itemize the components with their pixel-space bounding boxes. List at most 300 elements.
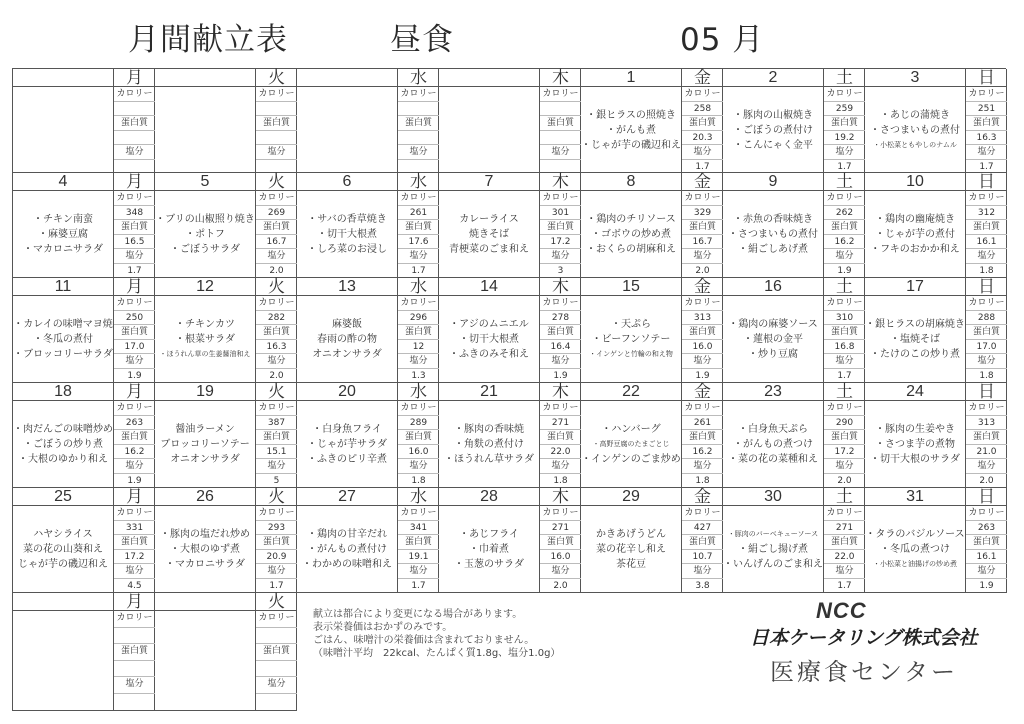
calorie-label: カロリー <box>398 191 439 206</box>
ncc-logo: NCC <box>816 598 867 623</box>
menu-items <box>13 506 113 593</box>
salt-value: 1.3 <box>411 370 426 381</box>
menu-item: ・いんげんのごま和え <box>723 559 823 570</box>
salt-value: 2.0 <box>553 580 568 591</box>
menu-item: ・白身魚フライ <box>312 424 382 435</box>
salt-label: 塩分 <box>114 249 155 264</box>
day-cell <box>155 278 297 383</box>
protein-value: 17.0 <box>114 340 155 355</box>
protein-value: 16.2 <box>824 235 865 250</box>
menu-items <box>723 506 823 593</box>
menu-item: ・ハンバーグ <box>601 424 661 435</box>
protein-value: 16.7 <box>256 235 297 250</box>
menu-items <box>439 191 539 278</box>
calorie-value: 259 <box>824 102 865 117</box>
protein-label: 蛋白質 <box>966 325 1007 340</box>
company-name: 日本ケータリング株式会社 <box>750 627 978 649</box>
nutrition <box>255 191 297 278</box>
protein-label: 蛋白質 <box>114 220 155 235</box>
nutrition <box>397 87 439 174</box>
menu-items <box>155 87 255 174</box>
calorie-value: 263 <box>114 416 155 431</box>
day-header <box>723 278 865 296</box>
menu-item: ・炒り豆腐 <box>748 349 798 360</box>
calorie-label: カロリー <box>256 296 297 311</box>
weekday-label: 月 <box>113 383 155 400</box>
menu-item: ブロッコリーソテー <box>160 439 250 450</box>
day-header <box>155 278 297 296</box>
menu-items <box>439 506 539 593</box>
weekday-label: 火 <box>255 488 297 505</box>
calorie-label: カロリー <box>540 506 581 521</box>
salt-label: 塩分 <box>682 564 723 579</box>
menu-items <box>723 296 823 383</box>
menu-items <box>865 401 965 488</box>
day-header <box>439 173 581 191</box>
calorie-value: 271 <box>540 521 581 536</box>
protein-label: 蛋白質 <box>540 116 581 131</box>
menu-items <box>155 296 255 383</box>
calorie-label: カロリー <box>256 401 297 416</box>
day-number: 16 <box>764 278 782 295</box>
day-header <box>581 488 723 506</box>
calorie-value: 271 <box>540 416 581 431</box>
week-row <box>12 488 1006 593</box>
day-number: 21 <box>480 383 498 400</box>
protein-value: 19.1 <box>398 550 439 565</box>
day-cell <box>581 488 723 593</box>
menu-item: ・天ぷら <box>611 319 651 330</box>
protein-label: 蛋白質 <box>682 220 723 235</box>
nutrition <box>823 506 865 593</box>
menu-item: オニオンサラダ <box>170 454 240 465</box>
protein-value: 22.0 <box>540 445 581 460</box>
salt-label: 塩分 <box>682 145 723 160</box>
menu-item: ・ふきのピリ辛煮 <box>307 454 387 465</box>
menu-items <box>155 611 255 698</box>
protein-label: 蛋白質 <box>256 644 297 661</box>
calorie-label: カロリー <box>540 191 581 206</box>
menu-item: ・巾着煮 <box>469 544 509 555</box>
week-row <box>12 68 1006 173</box>
day-number: 28 <box>480 488 498 505</box>
nutrition <box>113 611 155 711</box>
salt-value: 1.7 <box>411 265 426 276</box>
menu-items <box>297 506 397 593</box>
day-header <box>723 69 865 87</box>
salt-label: 塩分 <box>256 145 297 160</box>
menu-item: ・じゃが芋サラダ <box>307 439 387 450</box>
protein-value: 20.9 <box>256 550 297 565</box>
calorie-label: カロリー <box>114 611 155 628</box>
calorie-value: 251 <box>966 102 1007 117</box>
weekday-label: 月 <box>113 593 155 610</box>
nutrition <box>113 506 155 593</box>
menu-item: ・ブロッコリーサラダ <box>13 349 113 360</box>
nutrition <box>681 296 723 383</box>
protein-label: 蛋白質 <box>540 325 581 340</box>
menu-item: ・豚肉の香味焼 <box>454 424 524 435</box>
salt-label: 塩分 <box>398 249 439 264</box>
weekday-label: 土 <box>823 383 865 400</box>
weekday-label: 金 <box>681 69 723 86</box>
calorie-label: カロリー <box>824 401 865 416</box>
nutrition <box>397 401 439 488</box>
weekday-label: 水 <box>397 69 439 86</box>
day-cell <box>13 278 155 383</box>
protein-label: 蛋白質 <box>540 430 581 445</box>
menu-item: ・蓮根の金平 <box>743 334 803 345</box>
salt-label: 塩分 <box>256 249 297 264</box>
calorie-value: 293 <box>256 521 297 536</box>
nutrition <box>965 87 1007 174</box>
salt-label: 塩分 <box>682 249 723 264</box>
weekday-label: 土 <box>823 278 865 295</box>
salt-value: 2.0 <box>269 265 284 276</box>
weekday-label: 金 <box>681 383 723 400</box>
nutrition <box>681 87 723 174</box>
day-header <box>439 488 581 506</box>
day-number: 1 <box>626 69 636 86</box>
menu-item: ハヤシライス <box>33 529 93 540</box>
nutrition <box>255 401 297 488</box>
day-header <box>13 593 155 611</box>
calorie-value <box>256 102 297 117</box>
menu-item: ・ポトフ <box>185 229 225 240</box>
menu-item: ・おくらの胡麻和え <box>586 244 676 255</box>
day-header <box>13 278 155 296</box>
page-title: 月間献立表 <box>128 22 288 58</box>
nutrition <box>539 401 581 488</box>
day-cell <box>155 383 297 488</box>
menu-item: ・がんもの煮付け <box>307 544 387 555</box>
menu-items <box>581 401 681 488</box>
calorie-label: カロリー <box>398 506 439 521</box>
nutrition <box>113 87 155 174</box>
protein-label: 蛋白質 <box>824 535 865 550</box>
nutrition <box>681 401 723 488</box>
nutrition <box>965 191 1007 278</box>
day-cell <box>13 593 155 711</box>
salt-label: 塩分 <box>114 145 155 160</box>
menu-item: ・インゲンのごま炒め <box>581 454 681 465</box>
protein-value <box>540 131 581 146</box>
menu-item: ・マカロニサラダ <box>165 559 245 570</box>
weekday-label: 土 <box>823 69 865 86</box>
calorie-label: カロリー <box>256 87 297 102</box>
calorie-value: 261 <box>398 206 439 221</box>
menu-item: ・アジのムニエル <box>449 319 529 330</box>
salt-value: 2.0 <box>695 265 710 276</box>
protein-value: 16.7 <box>682 235 723 250</box>
menu-items <box>581 191 681 278</box>
day-number: 19 <box>196 383 214 400</box>
menu-items <box>723 191 823 278</box>
salt-value: 5 <box>273 475 280 486</box>
day-number: 12 <box>196 278 214 295</box>
nutrition <box>681 191 723 278</box>
weekday-label: 木 <box>539 173 581 190</box>
nutrition <box>255 296 297 383</box>
menu-item: ・フキのおかか和え <box>870 244 960 255</box>
day-number: 29 <box>622 488 640 505</box>
day-cell <box>581 69 723 174</box>
day-number: 5 <box>200 173 210 190</box>
weekday-label: 木 <box>539 488 581 505</box>
menu-item: ・切干大根煮 <box>317 229 377 240</box>
day-cell <box>581 278 723 383</box>
calorie-label: カロリー <box>966 191 1007 206</box>
protein-value: 10.7 <box>682 550 723 565</box>
weekday-label: 日 <box>965 278 1007 295</box>
menu-item: ・ごぼうサラダ <box>170 244 240 255</box>
calorie-value: 290 <box>824 416 865 431</box>
menu-item: ・がんも煮 <box>606 125 656 136</box>
salt-value: 1.7 <box>269 580 284 591</box>
calorie-label: カロリー <box>682 401 723 416</box>
menu-item: ・豚肉の山椒焼き <box>733 110 813 121</box>
menu-items <box>297 401 397 488</box>
calorie-value: 258 <box>682 102 723 117</box>
protein-label: 蛋白質 <box>682 535 723 550</box>
menu-item: ・高野豆腐のたまごとじ <box>592 440 670 448</box>
day-number: 14 <box>480 278 498 295</box>
protein-label: 蛋白質 <box>966 430 1007 445</box>
salt-value: 1.8 <box>979 370 994 381</box>
salt-value: 1.7 <box>979 161 994 172</box>
menu-item: ・じゃが芋の煮付 <box>875 229 955 240</box>
day-header <box>865 488 1007 506</box>
calorie-value: 427 <box>682 521 723 536</box>
protein-value: 17.0 <box>966 340 1007 355</box>
calorie-label: カロリー <box>256 506 297 521</box>
day-number: 10 <box>906 173 924 190</box>
protein-label: 蛋白質 <box>824 220 865 235</box>
day-header <box>723 173 865 191</box>
menu-items <box>865 506 965 593</box>
menu-item: ・切干大根のサラダ <box>870 454 960 465</box>
protein-value: 17.2 <box>540 235 581 250</box>
calorie-label: カロリー <box>540 401 581 416</box>
note-line: ごはん、味噌汁の栄養価は含まれておりません。 <box>313 635 535 646</box>
salt-value: 1.9 <box>837 265 852 276</box>
nutrition <box>823 191 865 278</box>
weekday-label: 水 <box>397 173 439 190</box>
menu-item: 春雨の酢の物 <box>317 334 377 345</box>
calorie-value: 331 <box>114 521 155 536</box>
protein-label: 蛋白質 <box>824 325 865 340</box>
menu-item: ・赤魚の香味焼き <box>733 214 813 225</box>
day-header <box>865 69 1007 87</box>
menu-item: ・がんもの煮つけ <box>733 439 813 450</box>
protein-value: 16.0 <box>398 445 439 460</box>
day-header <box>13 173 155 191</box>
protein-value: 17.2 <box>114 550 155 565</box>
menu-item: ・あじフライ <box>459 529 519 540</box>
salt-label: 塩分 <box>966 354 1007 369</box>
protein-label: 蛋白質 <box>682 116 723 131</box>
calorie-label: カロリー <box>824 296 865 311</box>
calorie-label: カロリー <box>114 506 155 521</box>
week-row <box>12 278 1006 383</box>
salt-label: 塩分 <box>824 249 865 264</box>
protein-label: 蛋白質 <box>398 220 439 235</box>
calorie-value: 282 <box>256 311 297 326</box>
salt-value: 4.5 <box>127 580 142 591</box>
menu-items <box>297 296 397 383</box>
menu-items <box>581 506 681 593</box>
weekday-label: 日 <box>965 488 1007 505</box>
menu-item: ・白身魚天ぷら <box>738 424 808 435</box>
salt-label: 塩分 <box>256 354 297 369</box>
day-number: 30 <box>764 488 782 505</box>
note-line: 献立は都合により変更になる場合があります。 <box>313 609 523 620</box>
day-header <box>155 593 297 611</box>
protein-value <box>398 131 439 146</box>
calorie-label: カロリー <box>824 506 865 521</box>
protein-value <box>256 661 297 678</box>
day-number: 26 <box>196 488 214 505</box>
day-cell <box>439 383 581 488</box>
menu-item: ・豚肉のバーベキューソース <box>727 530 819 538</box>
menu-items <box>13 401 113 488</box>
menu-item: ・鶏肉の甘辛だれ <box>307 529 387 540</box>
menu-items <box>13 191 113 278</box>
salt-value <box>114 694 155 711</box>
weekday-label: 火 <box>255 593 297 610</box>
calorie-value <box>256 628 297 645</box>
week-row <box>12 173 1006 278</box>
weekday-label: 木 <box>539 278 581 295</box>
salt-label: 塩分 <box>256 564 297 579</box>
salt-label: 塩分 <box>256 677 297 694</box>
protein-value: 16.4 <box>540 340 581 355</box>
salt-value: 1.7 <box>411 580 426 591</box>
calorie-value: 262 <box>824 206 865 221</box>
protein-label: 蛋白質 <box>398 325 439 340</box>
calorie-label: カロリー <box>398 296 439 311</box>
nutrition <box>255 87 297 174</box>
day-number: 9 <box>768 173 778 190</box>
menu-item: 麻婆飯 <box>332 319 362 330</box>
menu-item: ・ゴボウの炒め煮 <box>591 229 671 240</box>
nutrition <box>965 506 1007 593</box>
nutrition <box>965 296 1007 383</box>
day-cell <box>723 383 865 488</box>
day-number: 13 <box>338 278 356 295</box>
day-header <box>439 278 581 296</box>
menu-item: オニオンサラダ <box>312 349 382 360</box>
nutrition <box>397 296 439 383</box>
day-cell <box>297 278 439 383</box>
day-number: 31 <box>906 488 924 505</box>
protein-label: 蛋白質 <box>682 430 723 445</box>
salt-value: 1.9 <box>979 580 994 591</box>
salt-label: 塩分 <box>966 564 1007 579</box>
menu-item: ・たけのこの炒り煮 <box>870 349 960 360</box>
menu-items <box>297 191 397 278</box>
salt-label: 塩分 <box>114 564 155 579</box>
day-cell <box>723 488 865 593</box>
menu-item: ・ごぼうの煮付け <box>733 125 813 136</box>
menu-item: ・わかめの味噌和え <box>302 559 392 570</box>
day-number <box>297 69 397 86</box>
protein-label: 蛋白質 <box>824 430 865 445</box>
salt-value: 1.9 <box>695 370 710 381</box>
menu-item: ・あじの蒲焼き <box>880 110 950 121</box>
calorie-value: 278 <box>540 311 581 326</box>
day-number: 17 <box>906 278 924 295</box>
salt-value: 1.7 <box>837 580 852 591</box>
calorie-value: 261 <box>682 416 723 431</box>
menu-item: 醤油ラーメン <box>175 424 235 435</box>
nutrition <box>965 401 1007 488</box>
protein-label: 蛋白質 <box>256 430 297 445</box>
menu-item: かきあげうどん <box>596 529 666 540</box>
menu-item: 菜の花の山葵和え <box>23 544 103 555</box>
day-number: 18 <box>54 383 72 400</box>
calorie-value: 387 <box>256 416 297 431</box>
protein-value: 16.3 <box>966 131 1007 146</box>
day-header <box>155 173 297 191</box>
menu-item: ・鶏肉の麻婆ソース <box>728 319 818 330</box>
nutrition <box>539 296 581 383</box>
salt-label: 塩分 <box>540 459 581 474</box>
day-cell <box>581 383 723 488</box>
day-header <box>297 488 439 506</box>
menu-item: ・豚肉の生姜やき <box>875 424 955 435</box>
day-header <box>297 278 439 296</box>
day-number: 11 <box>54 278 72 295</box>
calorie-label: カロリー <box>682 296 723 311</box>
menu-items <box>439 401 539 488</box>
protein-label: 蛋白質 <box>114 116 155 131</box>
protein-value: 21.0 <box>966 445 1007 460</box>
weekday-label: 木 <box>539 69 581 86</box>
menu-items <box>865 87 965 174</box>
week-row <box>12 593 296 711</box>
day-number: 24 <box>906 383 924 400</box>
day-header <box>581 278 723 296</box>
nutrition <box>113 401 155 488</box>
nutrition <box>255 611 297 711</box>
salt-label: 塩分 <box>540 564 581 579</box>
menu-item: じゃが芋の磯辺和え <box>18 559 108 570</box>
protein-label: 蛋白質 <box>398 116 439 131</box>
protein-value: 19.2 <box>824 131 865 146</box>
salt-label: 塩分 <box>682 459 723 474</box>
day-header <box>439 69 581 87</box>
calorie-label: カロリー <box>540 87 581 102</box>
protein-label: 蛋白質 <box>256 116 297 131</box>
menu-item: 焼きそば <box>469 229 509 240</box>
menu-item: ・鶏肉の幽庵焼き <box>875 214 955 225</box>
day-number: 4 <box>58 173 68 190</box>
menu-items <box>581 87 681 174</box>
protein-value: 17.2 <box>824 445 865 460</box>
calorie-value: 313 <box>966 416 1007 431</box>
menu-items <box>13 296 113 383</box>
menu-item: ・ほうれん草サラダ <box>444 454 534 465</box>
menu-item: 茶花豆 <box>616 559 646 570</box>
calorie-label: カロリー <box>256 191 297 206</box>
day-number: 3 <box>910 69 920 86</box>
menu-items <box>155 401 255 488</box>
protein-value: 17.6 <box>398 235 439 250</box>
calorie-label: カロリー <box>398 87 439 102</box>
protein-value: 16.1 <box>966 550 1007 565</box>
weekday-label: 金 <box>681 488 723 505</box>
